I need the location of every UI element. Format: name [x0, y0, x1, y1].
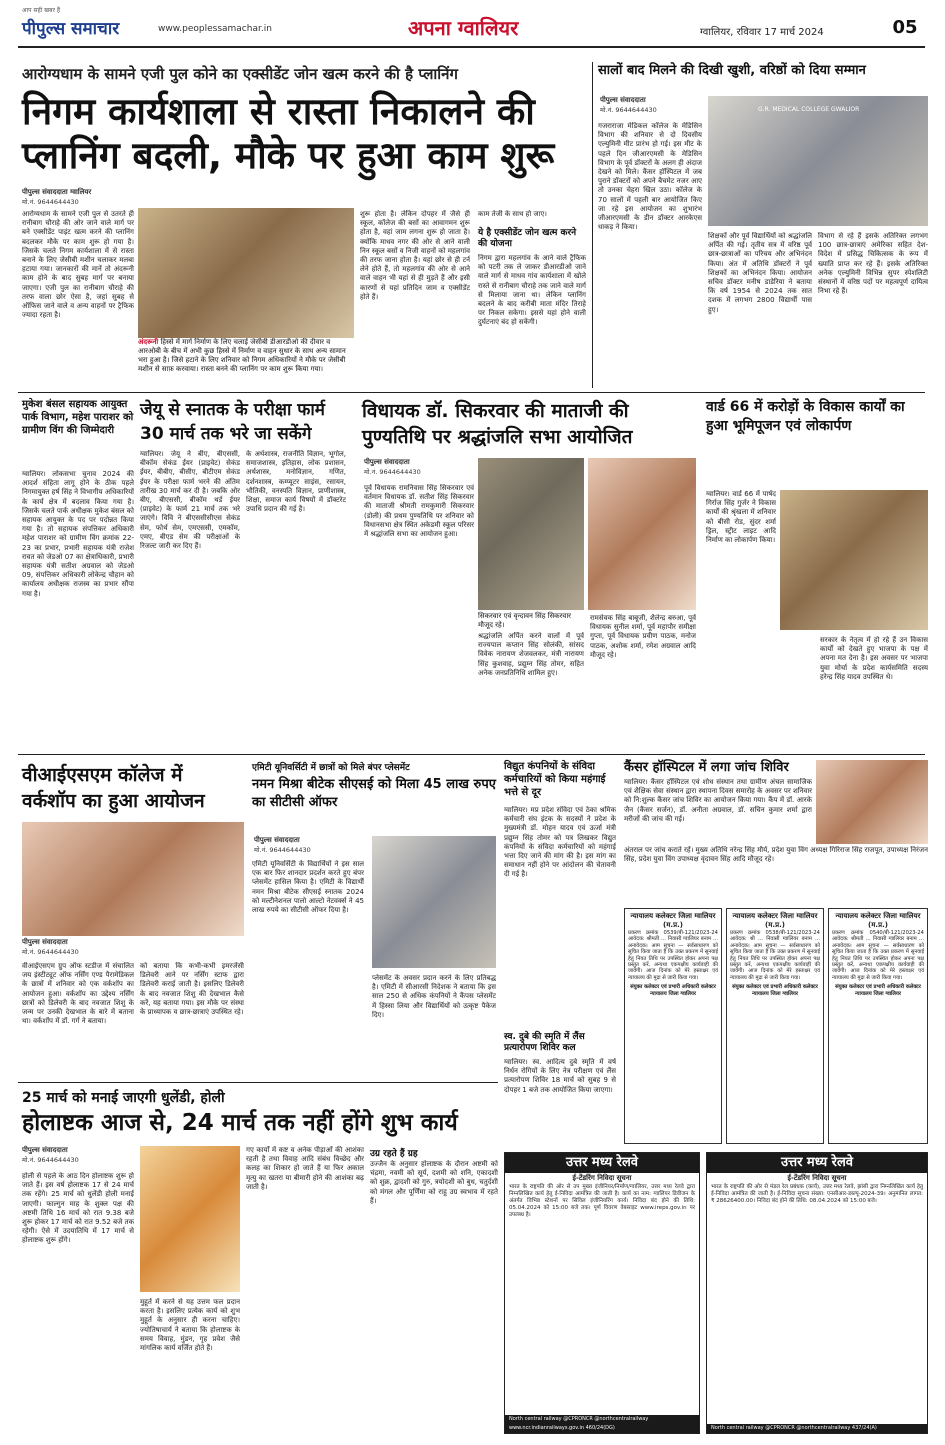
- railway-tender-ad: [504, 1152, 700, 1434]
- vidyut-body-2: ग्वालियर। स्व. आदित्य दुबे स्मृति में वर्ष निर्धन रोगियों के लिए नेत्र परीक्षण एवं लैंस प्रत्यारोपण शिविर 18 मार्च को सुबह 9 से दोपहर 1 बजे तक आयोजित किया जाएगा।: [504, 1058, 616, 1094]
- byline-mobile: मो.नं. 9644644430: [600, 106, 657, 114]
- holi-body-1: होली से पहले के आठ दिन होलाष्टक शुरू हो जाते हैं। इस वर्ष होलाष्टक 17 से 24 मार्च तक रहेंगे। 25 मार्च को धुलेंडी होली मनाई जाएगी। फाल्गुन माह के शुक्ल पक्ष की अष्टमी तिथि 16 मार्च को रात 9.38 बजे शुरू होकर 17 मार्च को रात 9.52 बजे तक रहेगी। ऐसे में उदयातिथि में 17 मार्च से होलाष्टक शुरू होंगे।: [22, 1172, 134, 1245]
- tagline: आप सही खबर हैं: [22, 7, 61, 14]
- visvm-byline: [22, 938, 132, 956]
- railway-footer: North central railway @CPRONCR @northcentralrailway www.ncr.indianrailways.gov.in 460/24(DG): [505, 1415, 699, 1433]
- lead-headline: निगम कार्यशाला से रास्ता निकालने की प्लानिंग बदली, मौके पर हुआ काम शुरू: [22, 90, 555, 177]
- jiwaji-body-2: के अर्थशास्त्र, राजनीति विज्ञान, भूगोल, समाजशास्त्र, इतिहास, लोक प्रशासन, अर्थशास्त्र, मनोविज्ञान, गणित, दर्शनशास्त्र, कम्प्यूटर साइंस, रसायन, भौतिकी, वनस्पति विज्ञान, प्राणीशास्त्र, शिक्षा, समाज कार्य विषयों में डॉक्टरेट उपाधि प्रदान की गई है।: [246, 450, 346, 514]
- byline-mobile: मो.नं. 9644644430: [22, 948, 79, 956]
- byline-mobile: मो.नं. 9644644430: [254, 846, 311, 854]
- lead-body-2: शुरू होता है। लेकिन दोपहर में जैसे ही स्कूल, कॉलेज की बसों का आवागमन शुरू होता है, वहां जाम लगना शुरू हो जाता है। क्योंकि माधव नगर की ओर से आने वाली निन स्कूल बसों व निजी वाहनों को महलगांव की तरफ जाना होता है। यहां छोर से ही टर्न लेने होते हैं, तो महलगांव की ओर से आने वाले वाहन भी यहां से ही मुड़ते हैं और इसी कारणों से यहां प्रतिदिन जाम व एक्सीडेंट होते हैं।: [360, 210, 470, 301]
- byline-city: ग्वालियर: [70, 188, 92, 196]
- notice-body: प्रकरण क्रमांक 0538/बी-121/2023-24 आवेदक: श्री ... निवासी ग्वालियर बनाम ... अनावेदक। आम सूचना — सर्वसाधारण को सूचित किया जाता है कि उक्त प्रकरण में सुनवाई हेतु नियत तिथि पर उपस्थित होकर अपना पक्ष प्रस्तुत करें, अन्यथा एकपक्षीय कार्यवाही की जावेगी। आज दिनांक को मेरे हस्ताक्षर एवं न्यायालय की मुद्रा से जारी किया गया।: [730, 930, 820, 981]
- lead-photo-jcb: [138, 208, 354, 338]
- holi-body-4: उज्जैन के अनुसार होलाष्टक के दौरान अष्टमी को चंद्रमा, नवमी को सूर्य, दशमी को शनि, एकादशी को शुक्र, द्वादशी को गुरु, त्रयोदशी को बुध, चतुर्दशी को मंगल और पूर्णिमा को राहु उग्र स्वभाव में रहते हैं।: [370, 1160, 498, 1205]
- alumni-photo: [708, 96, 928, 226]
- lead-subhead: ये है एक्सीडेंट जोन खत्म करने की योजना: [478, 228, 577, 249]
- railway-subtitle: ई-टेंडरिंग निविदा सूचना: [572, 1174, 632, 1182]
- byline-name: पीपुल्स संवाददाता: [22, 188, 68, 196]
- jiwaji-body-1: ग्वालियर। जेयू ने बीए, बीएससी, बीकॉम सेकंड ईयर (प्राइवेट) सेकंड ईयर, बीबीए, बीसीए, बीटीएम सेकंड ईयर के परीक्षा फार्म भरने की अंतिम तारीख 30 मार्च कर दी है। जबकि ओर बीए, बीएससी, बीकॉम थर्ड ईयर (प्राइवेट) के फार्म 21 मार्च तक भरे जाएंगे। विवि ने बीएससीसीएस सेकंड सेम, फोर्थ सेम, एमएससी, एमकॉम, एमए, बीएड सेम की परीक्षाओं के रिजल्ट जारी कर दिए हैं।: [140, 450, 240, 551]
- visvm-headline: वीआईएसएम कॉलेज में वर्कशॉप का हुआ आयोजन: [22, 764, 205, 812]
- railway-footer: North central railway @CPRONCR @northcentralrailway 437/24(A): [707, 1424, 927, 1433]
- vidhayak-photo-2: [588, 458, 696, 610]
- photo-banner: G.R. MEDICAL COLLEGE GWALIOR: [758, 106, 860, 113]
- vidhayak-photo-1: [478, 458, 584, 610]
- notice-sign: संयुक्त कलेक्टर एवं प्रभारी अधिकारी कलेक्टर न्यायालय जिला ग्वालियर: [732, 984, 818, 997]
- amity-photo: [372, 836, 496, 968]
- railway-title: उत्तर मध्य रेलवे: [505, 1153, 699, 1173]
- cancer-headline: कैंसर हॉस्पिटल में लगा जांच शिविर: [624, 760, 789, 775]
- mukesh-headline: मुकेश बंसल सहायक आयुक्त पार्क विभाग, महेश पाराशर को ग्रामीण विंग की जिम्मेदारी: [22, 399, 134, 436]
- cancer-body: ग्वालियर। कैंसर हॉस्पिटल एवं शोध संस्थान तथा ग्रामीण अंचल सामाजिक एवं शैक्षिक सेवा संस्थान द्वारा स्थापना दिवस समारोह के अवसर पर शनिवार को नि:शुल्क कैंसर जांच शिविर का आयोजन किया गया। कैंप में डॉ. आरके जैन (कैंसर सर्जन), डॉ. अनीता अग्रवाल, डॉ. सचिन कुमार शर्मा द्वारा मरीजों की जांच की गई।: [624, 778, 812, 823]
- alumni-body-1: गजराराजा मेडिकल कॉलेज के मेडिसिन विभाग की शनिवार से दो दिवसीय एल्युमिनी मीट प्रारंभ हो गई। इस मीट के पहले दिन जीआरएमसी के मेडिसिन विभाग के पूर्व डॉक्टरों के अलग ही अंदाज देखने को मिले। कैंसर हॉस्पिटल में जब पुराने डॉक्टरों को अपने बैचमेट नजर आए तो उनका चेहरा खिल उठा। कॉलेज के 70 सालों में पहली बार आयोजित किए जा रहे इस आयोजन का शुभारंभ जीआरएमसी के डीन डॉक्टर आरकेएस धाकड़ ने किया।: [598, 122, 702, 232]
- holi-byline: [22, 1146, 132, 1164]
- caption-text: हिस्से में मार्ग निर्माण के लिए चलाई जेसीबी डीआरडीओ की दीवार व आरओबी के बीच में अभी कुछ हिस्से में निर्माण व वाहन सुधार के साथ अन्य सामान भरा हुआ है। जिसे हटाने के लिए शनिवार को निगम अधिकारियों ने मौके पर जेसीबी मशीन से साफ़ करवाया। रास्ता बनने की प्लानिंग पर काम शुरू किया गया।: [138, 338, 346, 373]
- court-notice: [726, 908, 824, 1144]
- holi-subhead: उग्र रहते हैं ग्रह: [370, 1149, 418, 1159]
- lead-body-4: निगम द्वारा महलगांव के आने वाले ट्रैफिक को पटरी तक ले जाकर डीआरडीओ जाने वाले मार्ग से माधव गांव कार्यशाला में खोले रास्ते से रानीबाग चौराहे तक जाने वाले मार्ग से मिलाया जाना था। लेकिन प्लानिंग बदलने के बाद करीबी माता मंदिर तिराहे पर निकल सकेगा। इससे यहां होने वाली दुर्घटनाएं बंद हो सकेंगी।: [478, 254, 586, 327]
- vidhayak-headline: विधायक डॉ. सिकरवार की माताजी की पुण्यतिथि पर श्रद्धांजलि सभा आयोजित: [362, 400, 633, 448]
- lead-byline: [22, 188, 132, 206]
- railway-body: भारत के राष्ट्रपति की ओर से उप मुख्य इंजीनियर/निर्माण/ग्वालियर, उत्तर मध्य रेलवे द्वारा निम्नलिखित कार्य हेतु ई-निविदा आमंत्रित की जाती है। कार्य का नाम: ग्वालियर डिवीजन के अंतर्गत विभिन्न स्टेशनों पर सिविल इंजीनियरिंग कार्य। निविदा बंद होने की तिथि: 05.04.2024 को 15:00 बजे तक। पूर्ण विवरण वेबसाइट www.ireps.gov.in पर उपलब्ध है।: [509, 1184, 695, 1218]
- alumni-headline: सालों बाद मिलने की दिखी खुशी, वरिष्ठों को दिया सम्मान: [598, 63, 866, 78]
- vidhayak-body-2: श्रद्धांजलि अर्पित करने वालों में पूर्व राज्यपाल कप्तान सिंह सोलंकी, सांसद विवेक नारायण शेजवलकर, मंत्री नारायण सिंह कुशवाह, प्रद्युम्न सिंह तोमर, सहित अनेक जनप्रतिनिधि शामिल हुए।: [478, 632, 584, 677]
- byline-name: पीपुल्स संवाददाता: [22, 1146, 68, 1154]
- byline-name: पीपुल्स संवाददाता: [364, 458, 410, 466]
- website[interactable]: www.peoplessamachar.in: [158, 24, 272, 34]
- vidhayak-body-3: रामसेवक सिंह बाबूजी, शैलेन्द्र बरुआ, पूर्व विधायक सुनील शर्मा, पूर्व महापौर समीक्षा गुप्ता, पूर्व विधायक प्रवीण पाठक, मनोज पाठक, अशोक शर्मा, रमेश अग्रवाल आदि मौजूद रहे।: [590, 614, 696, 659]
- ward-body-1: ग्वालियर। वार्ड 66 में पार्षद गिर्राज सिंह गुर्जर ने विकास कार्यों की श्रृंखला में शनिवार को बीसी रोड, सुंदर शर्मा ड्रिल, स्ट्रीट लाइट आदि निर्माण का लोकार्पण किया।: [706, 490, 776, 545]
- visvm-body-2: को बताया कि कभी-कभी इमरजेंसी डिलेवरी आने पर नर्सिंग स्टाफ द्वारा डिलेवरी कराई जाती है। इसलिए डिलेवरी के बाद नवजात शिशु की देखभाल कैसे करें, यह बताया गया। इस मौके पर संस्था के प्राध्यापक व छात्र-छात्राएं उपस्थित रहे।: [140, 962, 244, 1017]
- vidhayak-byline: [364, 458, 474, 476]
- alumni-body-3: विभाग से रहे हैं इसके अतिरिक्त लगभग 100 छात्र-छात्राएं अमेरिका सहित देश-विदेश में प्रसिद्ध चिकित्सक के रूप में ख्याति प्राप्त कर रहे हैं। इसके अतिरिक्त अनेक एल्युमिनी विभिन्न सुपर स्पेशलिटी संस्थानों में वरिष्ठ पदों पर महत्वपूर्ण दायित्व निभा रहे हैं।: [818, 232, 928, 296]
- holi-body-2: मुहूर्त में करने से यह उत्तम फल प्रदान करता है। इसलिए प्रत्येक कार्य को शुभ मुहूर्त के अनुसार ही करना चाहिए। ज्योतिषाचार्य ने बताया कि होलाष्टक के समय विवाह, मुंडन, गृह प्रवेश जैसे मांगलिक कार्य वर्जित होते हैं।: [140, 1298, 240, 1353]
- byline-name: पीपुल्स संवाददाता: [22, 938, 68, 946]
- holi-body-3: गए कार्यों में कष्ट व अनेक पीड़ाओं की आशंका रहती है तथा विवाह आदि संबंध विच्छेद और कलह का शिकार हो जाते हैं या फिर अकाल मृत्यु का खतरा या बीमारी होने की आशंका बढ़ जाती है।: [246, 1146, 364, 1191]
- railway-title: उत्तर मध्य रेलवे: [707, 1153, 927, 1173]
- court-notice: [624, 908, 722, 1144]
- ward-body-2: सरकार के नेतृत्व में हो रहे हैं उन विकास कार्यों को देखते हुए भाजपा के पक्ष में अपना मत देना है। इस अवसर पर भाजपा युवा मोर्चा के प्रदेश कार्यसमिति सदस्य हरेन्द्र सिंह यादव उपस्थित थे।: [820, 636, 928, 681]
- holi-photo: [140, 1146, 240, 1292]
- divider: [592, 62, 593, 388]
- jiwaji-headline: जेयू से स्नातक के परीक्षा फार्म 30 मार्च तक भरे जा सकेंगे: [140, 400, 325, 444]
- byline-mobile: मो.नं. 9644644430: [22, 1156, 79, 1164]
- brand-logo: पीपुल्स समाचार: [22, 19, 120, 39]
- railway-subtitle: ई-टेंडरिंग निविदा सूचना: [787, 1174, 847, 1182]
- amity-body-2: प्लेसमेंट के अवसर प्रदान करने के लिए प्रतिबद्ध है। एमिटी में सीआरसी निदेशक ने बताया कि इस साल 250 से अधिक कंपनियों ने कैंपस प्लेसमेंट में हिस्सा लिया और विद्यार्थियों को उत्कृष्ट पैकेज दिए।: [372, 974, 496, 1019]
- lead-body-1: आरोग्यधाम के सामने एजी पुल से उतरते ही रानीबाग चौराहे की ओर जाने वाले मार्ग पर बने एक्सीडेंट पाइंट खत्म करने की प्लानिंग बदलकर मौके पर काम शुरू हो गया है। जिसके चलते निगम कार्यशाला में से रास्ता बनाने के लिए जेसीबी मशीन चलाकर मलबा हटाया गया। जानकारों की मानें तो अंदरूनी काम होने के बाद सुबह मार्ग पर बनाया जाएगा। एजी पुल का रानीबाग चौराहे की तरफ वाला छोर ऐसा है, जहां सुबह से ऑफिस जाने वाले व अन्य वाहनों पर ट्रैफिक ज्यादा रहता है।: [22, 210, 134, 320]
- ward-photo: [780, 490, 928, 630]
- vidyut-headline: विद्युत कंपनियों के संविदा कर्मचारियों को किया महंगाई भत्ते से दूर: [504, 761, 606, 798]
- byline-mobile: मो.नं. 9644644430: [22, 198, 79, 206]
- holi-headline: होलाष्टक आज से, 24 मार्च तक नहीं होंगे शुभ कार्य: [22, 1110, 458, 1136]
- lead-body-3: काम तेजी के साथ हो जाए।: [478, 210, 547, 218]
- ward-headline: वार्ड 66 में करोड़ों के विकास कार्यों का हुआ भूमिपूजन एवं लोकार्पण: [706, 399, 905, 434]
- alumni-body-2: शिक्षकों और पूर्व विद्यार्थियों को श्रद्धांजलि अर्पित की गई। तृतीय सत्र में वरिष्ठ पूर्व छात्र-छात्राओं का परिचय और अभिनंदन किया। अंत में अतिथि डॉक्टरों ने पूर्व शिक्षकों का अभिनंदन किया। आयोजन सचिव डॉक्टर मनीष डाडेरिया ने बताया कि वर्ष 1954 से 2024 तक सात दशक में लगभग 2800 विद्यार्थी पास हुए।: [708, 232, 812, 314]
- notice-title: न्यायालय कलेक्टर जिला ग्वालियर (म.प्र.): [835, 912, 921, 929]
- notice-sign: संयुक्त कलेक्टर एवं प्रभारी अधिकारी कलेक्टर न्यायालय जिला ग्वालियर: [630, 984, 716, 997]
- cancer-body-2: अंतराल पर जांच कराते रहें। मुख्य अतिथि नरेन्द्र सिंह मौर्य, प्रदेश युवा विंग अध्यक्ष गिरिराज सिंह राजपूत, उपाध्यक्ष निरंजन सिंह, प्रदेश युवा विंग उपाध्यक्ष वृंदावन सिंह आदि मौजूद रहे।: [624, 846, 928, 864]
- court-notice: [828, 908, 928, 1144]
- notice-sign: संयुक्त कलेक्टर एवं प्रभारी अधिकारी कलेक्टर न्यायालय जिला ग्वालियर: [835, 984, 921, 997]
- byline-name: पीपुल्स संवाददाता: [600, 96, 646, 104]
- railway-body: भारत के राष्ट्रपति की ओर से मंडल रेल प्रबंधक (कार्य), उत्तर मध्य रेलवे, झांसी द्वारा निम्नलिखित कार्य हेतु ई-निविदा आमंत्रित की जाती है। ई-निविदा सूचना संख्या: एनसीआर-डब्ल्यू-2024-39। अनुमानित लागत: ₹ 28626400.00। निविदा बंद होने की तिथि: 08.04.2024 को 15:00 बजे।: [711, 1184, 923, 1204]
- visvm-photo: [22, 822, 244, 936]
- dateline: ग्वालियर, रविवार 17 मार्च 2024: [700, 27, 824, 38]
- vidyut-subhead: स्व. दुबे की स्मृति में लैंस प्रत्यारोपण शिविर कल: [504, 1032, 585, 1053]
- caption-bold: अंदरूनी: [138, 338, 159, 346]
- amity-byline: [254, 836, 364, 854]
- byline-mobile: मो.नं. 9644644430: [364, 468, 421, 476]
- notice-body: प्रकरण क्रमांक 0539/बी-121/2023-24 आवेदक: श्रीमती ... निवासी ग्वालियर बनाम ... अनावेदक। आम सूचना — सर्वसाधारण को सूचित किया जाता है कि उक्त प्रकरण में सुनवाई हेतु नियत तिथि पर उपस्थित होकर अपना पक्ष प्रस्तुत करें, अन्यथा एकपक्षीय कार्यवाही की जावेगी। आज दिनांक को मेरे हस्ताक्षर एवं न्यायालय की मुद्रा से जारी किया गया।: [628, 930, 718, 981]
- page-number: 05: [892, 17, 918, 38]
- notice-body: प्रकरण क्रमांक 0540/बी-121/2023-24 आवेदक: श्रीमती ... निवासी ग्वालियर बनाम ... अनावेदक। आम सूचना — सर्वसाधारण को सूचित किया जाता है कि उक्त प्रकरण में सुनवाई हेतु नियत तिथि पर उपस्थित होकर अपना पक्ष प्रस्तुत करें, अन्यथा एकपक्षीय कार्यवाही की जावेगी। आज दिनांक को मेरे हस्ताक्षर एवं न्यायालय की मुद्रा से जारी किया गया।: [832, 930, 924, 981]
- masthead: [0, 0, 945, 60]
- masthead-rule: [18, 46, 925, 48]
- amity-body-1: एमिटी यूनिवर्सिटी के विद्यार्थियों ने इस साल एक बार फिर शानदार प्रदर्शन करते हुए बंपर प्लेसमेंट हासिल किया है। एमिटी के विद्यार्थी नमन मिश्रा बीटेक सीएसई स्नातक 2024 को मल्टीनेशनल पालो आल्टो नेटवर्क्स ने 45 लाख रुपये का सीटीसी ऑफर दिया है।: [252, 860, 364, 915]
- holi-kicker: 25 मार्च को मनाई जाएगी धुलेंडी, होली: [22, 1090, 225, 1106]
- alumni-byline: [600, 96, 700, 114]
- amity-kicker: एमिटी यूनिवर्सिटी में छात्रों को मिले बंपर प्लेसमेंट: [252, 763, 410, 773]
- divider: [18, 1082, 498, 1083]
- notice-title: न्यायालय कलेक्टर जिला ग्वालियर (म.प्र.): [732, 912, 818, 929]
- vidyut-body: ग्वालियर। मप्र प्रदेश संविदा एवं ठेका श्रमिक कर्मचारी संघ इंटक के सदस्यों ने प्रदेश के मुख्यमंत्री डॉ. मोहन यादव एवं ऊर्जा मंत्री प्रद्युम्न सिंह तोमर को पत्र लिखकर विद्युत कंपनियों के संविदा कर्मचारियों को महंगाई भत्ता दिए जाने की मांग की है। इस मांग का समाधान नहीं होने पर आंदोलन की चेतावनी दी गई है।: [504, 806, 616, 879]
- notice-title: न्यायालय कलेक्टर जिला ग्वालियर (म.प्र.): [630, 912, 716, 929]
- byline-name: पीपुल्स संवाददाता: [254, 836, 300, 844]
- railway-tender-ad: [706, 1152, 928, 1434]
- divider: [18, 392, 925, 393]
- section-title: अपना ग्वालियर: [408, 16, 519, 40]
- lead-photo-caption: [138, 338, 354, 386]
- vidhayak-caption: सिकरवार एवं वृन्दावन सिंह सिकरवार मौजूद रहे।: [478, 612, 584, 630]
- divider: [18, 754, 925, 755]
- mukesh-body: ग्वालियर। लोकसभा चुनाव 2024 की आदर्श संहिता लागू होने के ठीक पहले निगमायुक्त हर्ष सिंह ने विभागीय अधिकारियों के कार्य क्षेत्र में बदलाव किया गया है। जिसके चलते पार्क अधीक्षक मुकेश बंसल को सहायक आयुक्त के पद पर पदोन्नत किया गया है। तो सहायक संपत्तिकर अधिकारी महेश पाराशर को ग्रामीण विंग क्रमांक 22-23 का प्रभार, प्रभारी सहायक यंत्री राजेश रावत को जेडओ 07 का क्षेत्राधिकारी, प्रभारी सहायक यंत्री सतीश अग्रवाल को जेडओ 09, संपत्तिकर अधिकारी लोकेन्द्र चौहान को कार्यालय अधीक्षक राजस्व का प्रभार सौंपा गया है।: [22, 470, 134, 598]
- amity-headline: नमन मिश्रा बीटेक सीएसई को मिला 45 लाख रुपए का सीटीसी ऑफर: [252, 777, 496, 810]
- vidhayak-body-1: पूर्व विधायक रामनिवास सिंह सिकरवार एवं वर्तमान विधायक डॉ. सतीश सिंह सिकरवार की माताजी श्रीमती रामकुमारी सिकरवार (डोली) की प्रथम पुण्यतिथि पर शनिवार को विधानसभा क्षेत्र स्थित अकेडमी स्कूल परिसर में श्रद्धांजलि सभा का आयोजन हुआ।: [364, 484, 474, 539]
- visvm-body-1: वीआईएसएम ग्रुप ऑफ स्टडीज में संचालित जय इंस्टीट्यूट ऑफ नर्सिंग एण्ड पैरामेडिकल के छात्रों में शनिवार को एक वर्कशॉप का आयोजन हुआ। वर्कशॉप का उद्देश्य नर्सिंग छात्रों को डिलेवरी के बाद नवजात शिशु के जन्म पर उनकी देखभाल के बारे में बताना था। वर्कशॉप में डॉ. गर्ग ने बताया।: [22, 962, 134, 1026]
- cancer-photo: [816, 760, 928, 844]
- lead-kicker: आरोग्यधाम के सामने एजी पुल कोने का एक्सीडेंट जोन खत्म करने की है प्लानिंग: [22, 65, 458, 83]
